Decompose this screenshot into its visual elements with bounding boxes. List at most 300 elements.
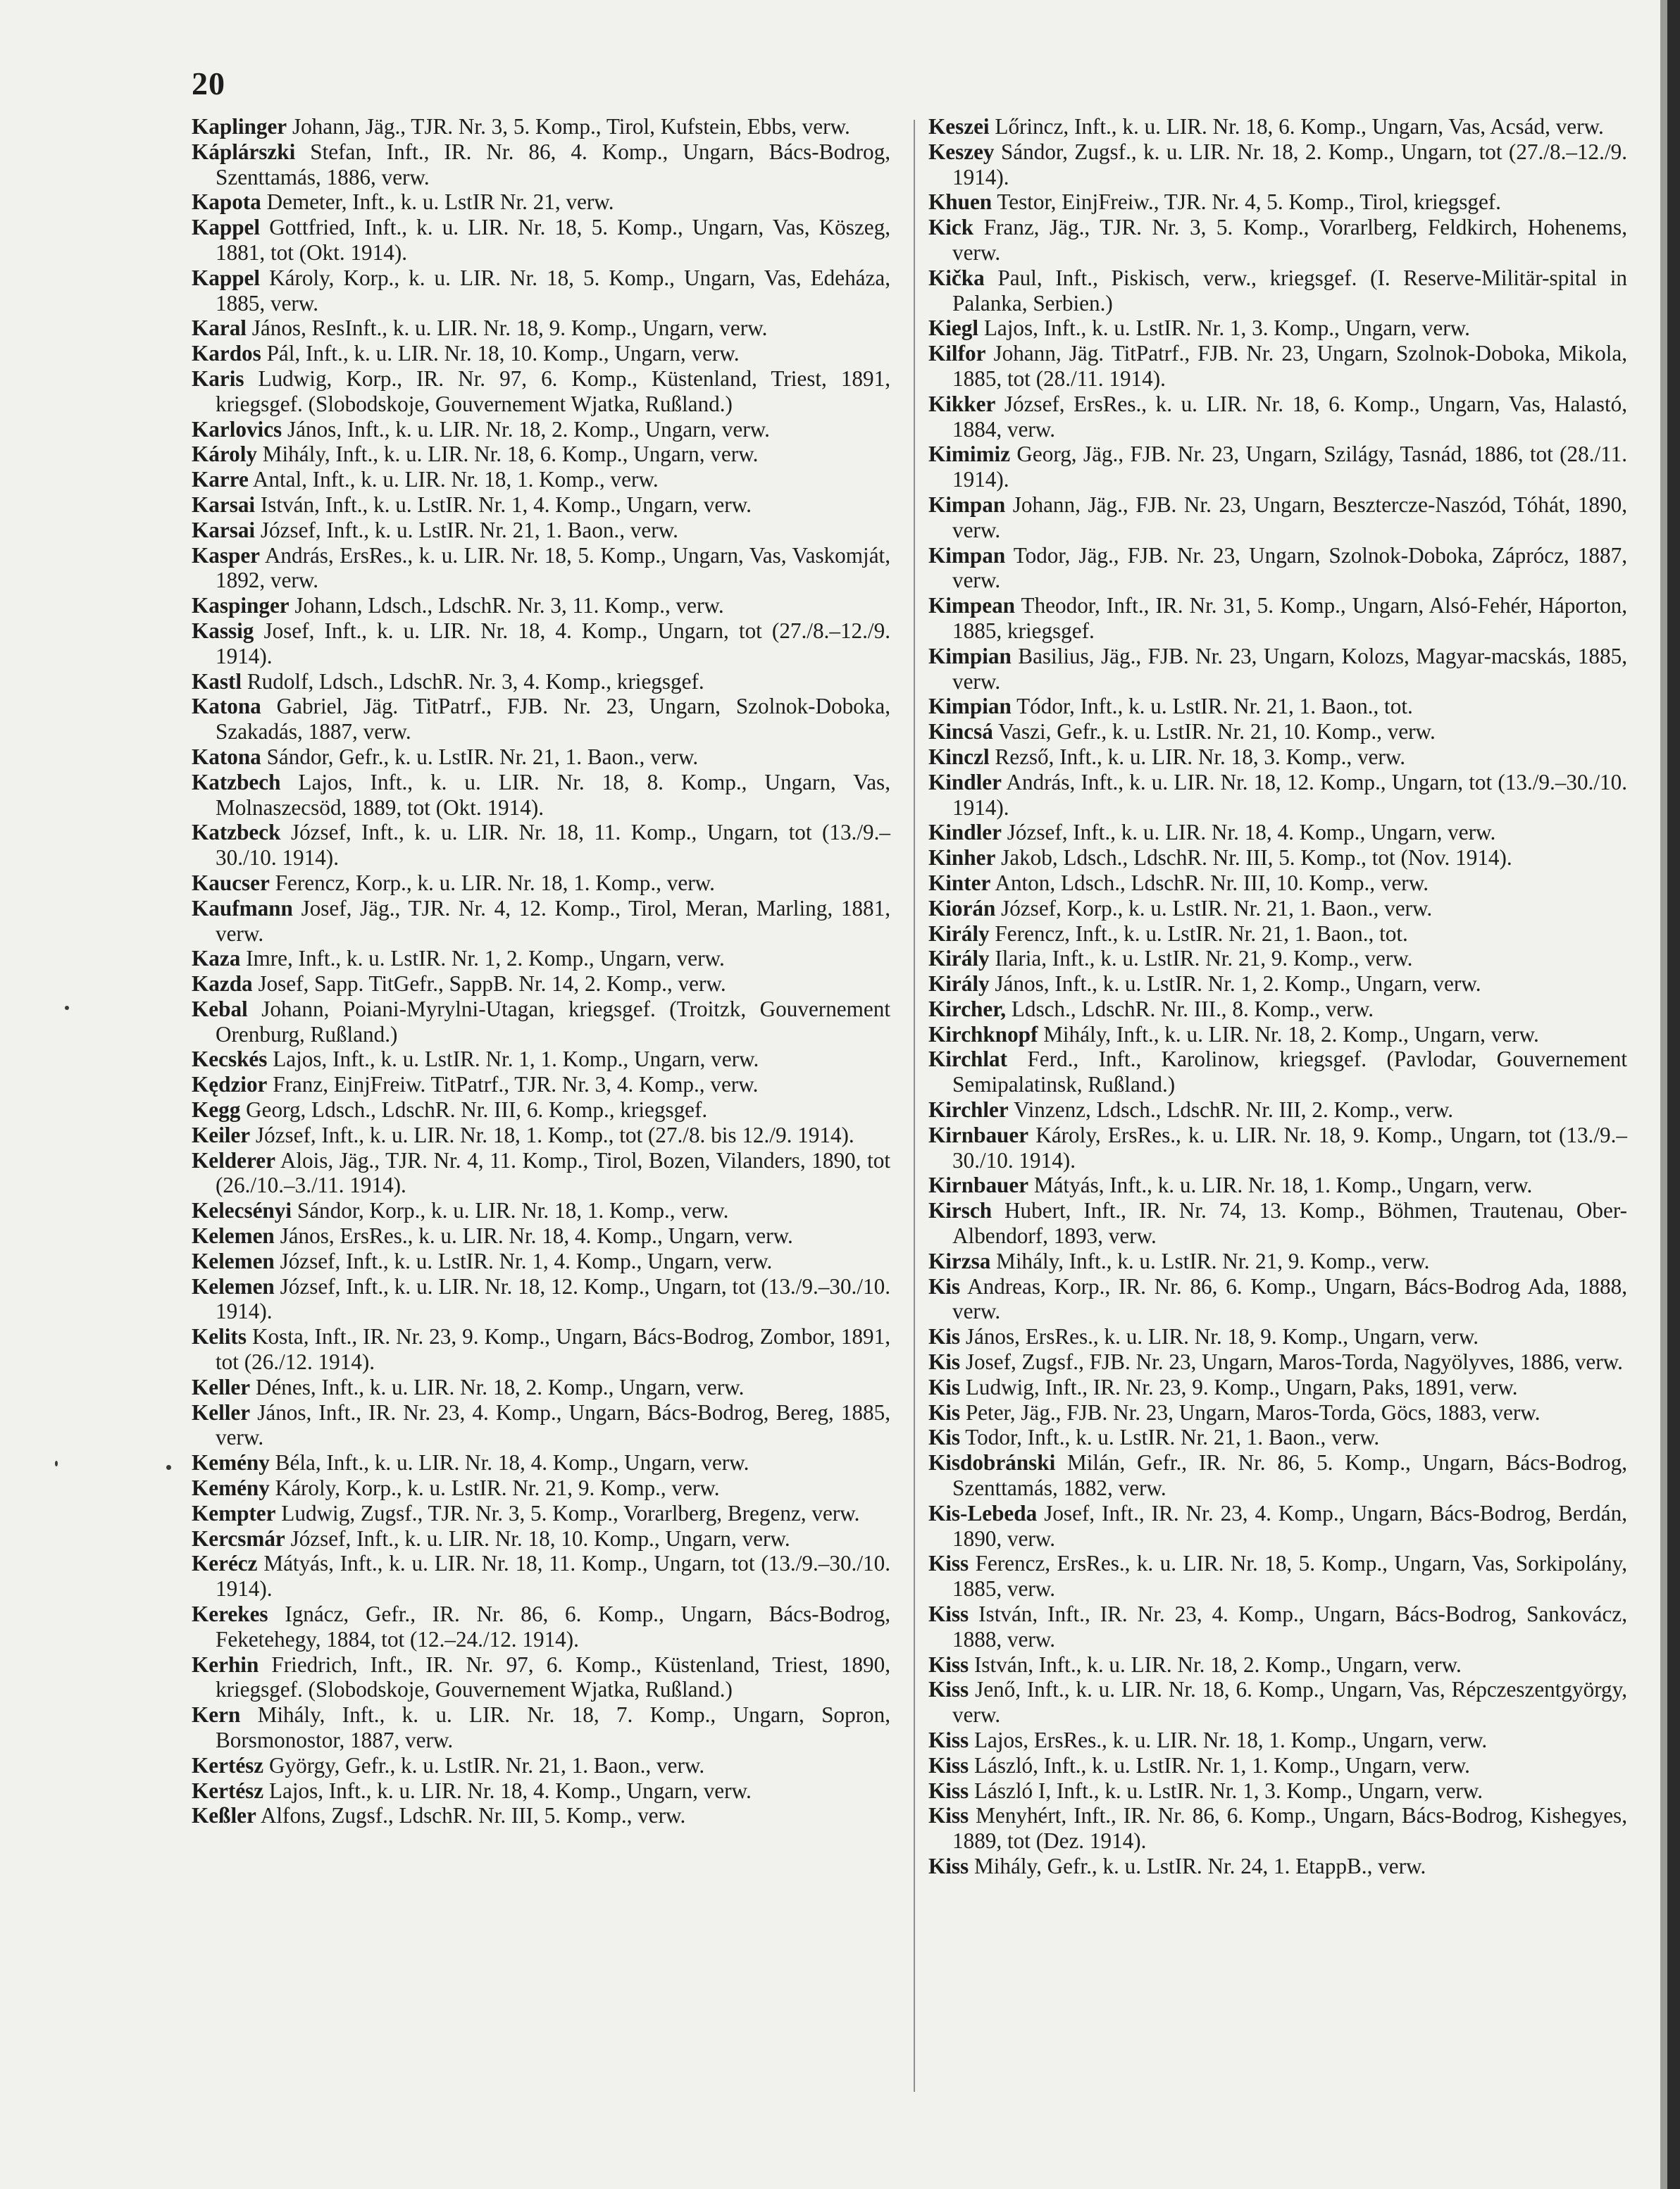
register-entry bbox=[928, 543, 1627, 594]
entry-surname: Kaucser bbox=[192, 870, 270, 895]
register-entry bbox=[928, 1022, 1627, 1047]
entry-surname: Karre bbox=[192, 467, 249, 492]
entry-surname: Katona bbox=[192, 694, 261, 719]
entry-details: Johann, Jäg., TJR. Nr. 3, 5. Komp., Tirol, Kufstein, Ebbs, verw. bbox=[287, 114, 850, 139]
entry-surname: Kisdobránski bbox=[928, 1450, 1056, 1476]
register-entry bbox=[192, 1123, 890, 1148]
register-entry bbox=[928, 997, 1627, 1022]
entry-surname: Kastl bbox=[192, 668, 242, 694]
entry-surname: Kirzsa bbox=[928, 1248, 991, 1273]
entry-surname: Kirnbauer bbox=[928, 1173, 1029, 1198]
register-entry bbox=[928, 1778, 1627, 1804]
scan-speck bbox=[55, 1461, 58, 1466]
entry-details: Károly, ErsRes., k. u. LIR. Nr. 18, 9. Komp., Ungarn, tot (13./9.–30./10. 1914). bbox=[952, 1122, 1627, 1173]
entry-surname: Kelderer bbox=[192, 1147, 275, 1173]
entry-details: József, Inft., k. u. LstIR. Nr. 21, 1. Baon., verw. bbox=[255, 517, 678, 542]
entry-details: László I, Inft., k. u. LstIR. Nr. 1, 3. Komp., Ungarn, verw. bbox=[969, 1778, 1483, 1803]
entry-surname: Kiss bbox=[928, 1728, 969, 1752]
entry-surname: Karal bbox=[192, 316, 247, 341]
register-entry bbox=[192, 1097, 890, 1123]
right-column bbox=[928, 114, 1627, 1879]
entry-details: József, ErsRes., k. u. LIR. Nr. 18, 6. Komp., Ungarn, Vas, Halastó, 1884, verw. bbox=[952, 391, 1627, 442]
register-entry bbox=[928, 744, 1627, 770]
register-entry bbox=[928, 1375, 1627, 1400]
register-entry bbox=[192, 593, 890, 618]
register-entry bbox=[192, 1652, 890, 1703]
entry-surname: Kiegl bbox=[928, 316, 979, 341]
entry-surname: Kelemen bbox=[192, 1223, 275, 1249]
entry-surname: Karsai bbox=[192, 492, 256, 517]
entry-details: Antal, Inft., k. u. LIR. Nr. 18, 1. Komp., verw. bbox=[248, 467, 659, 492]
entry-details: János, Inft., k. u. LstIR. Nr. 1, 2. Komp., Ungarn, verw. bbox=[989, 971, 1481, 997]
register-entry bbox=[192, 1249, 890, 1274]
entry-details: András, Inft., k. u. LIR. Nr. 18, 12. Komp., Ungarn, tot (13./9.–30./10. 1914). bbox=[952, 769, 1627, 820]
register-entry bbox=[928, 442, 1627, 492]
register-entry bbox=[928, 644, 1627, 694]
entry-surname: Keller bbox=[192, 1374, 251, 1399]
entry-surname: Kinher bbox=[928, 845, 996, 871]
entry-surname: Kimpian bbox=[928, 694, 1012, 719]
register-entry bbox=[192, 1501, 890, 1526]
entry-surname: Khuen bbox=[928, 189, 993, 215]
entry-details: Hubert, Inft., IR. Nr. 74, 13. Komp., Böhmen, Trautenau, Ober-Albendorf, 1893, verw. bbox=[952, 1198, 1627, 1249]
entry-surname: Kemény bbox=[192, 1450, 270, 1476]
entry-surname: Király bbox=[928, 921, 990, 946]
left-column bbox=[192, 114, 890, 1828]
register-entry bbox=[192, 215, 890, 266]
entry-surname: Kelecsényi bbox=[192, 1198, 292, 1223]
register-entry bbox=[928, 694, 1627, 719]
register-entry bbox=[192, 1602, 890, 1652]
entry-surname: Kis bbox=[928, 1399, 961, 1425]
entry-surname: Kelits bbox=[192, 1324, 247, 1349]
register-entry bbox=[928, 215, 1627, 266]
entry-surname: Kappel bbox=[192, 265, 261, 290]
entry-details: Ldsch., LdschR. Nr. III., 8. Komp., verw. bbox=[1006, 996, 1374, 1021]
register-entry bbox=[192, 1375, 890, 1400]
register-entry bbox=[928, 266, 1627, 316]
entry-details: Vaszi, Gefr., k. u. LstIR. Nr. 21, 10. Komp., verw. bbox=[993, 719, 1436, 744]
entry-details: Tódor, Inft., k. u. LstIR. Nr. 21, 1. Baon., tot. bbox=[1011, 694, 1413, 719]
entry-surname: Kimpian bbox=[928, 643, 1012, 668]
entry-details: Jenő, Inft., k. u. LIR. Nr. 18, 6. Komp., Ungarn, Vas, Répczeszentgyörgy, verw. bbox=[952, 1677, 1627, 1728]
entry-surname: Keiler bbox=[192, 1122, 251, 1147]
entry-surname: Kapota bbox=[192, 189, 261, 215]
entry-details: Johann, Ldsch., LdschR. Nr. 3, 11. Komp., verw. bbox=[289, 593, 724, 618]
entry-details: Alois, Jäg., TJR. Nr. 4, 11. Komp., Tirol, Bozen, Vilanders, 1890, tot (26./10.–3./11. 1914). bbox=[216, 1147, 890, 1198]
register-entry bbox=[192, 1274, 890, 1325]
register-entry bbox=[192, 896, 890, 947]
entry-details: László, Inft., k. u. LstIR. Nr. 1, 1. Komp., Ungarn, verw. bbox=[969, 1752, 1470, 1778]
entry-surname: Kempter bbox=[192, 1500, 276, 1526]
register-entry bbox=[928, 139, 1627, 190]
scan-edge-shadow bbox=[1660, 0, 1667, 2189]
entry-surname: Kimpan bbox=[928, 492, 1006, 517]
entry-details: Demeter, Inft., k. u. LstIR Nr. 21, verw. bbox=[261, 189, 614, 215]
entry-details: József, Inft., k. u. LIR. Nr. 18, 11. Komp., Ungarn, tot (13./9.–30./10. 1914). bbox=[216, 820, 890, 871]
entry-details: Ignácz, Gefr., IR. Nr. 86, 6. Komp., Ungarn, Bács-Bodrog, Feketehegy, 1884, tot (12.–24./12. 1914). bbox=[216, 1602, 890, 1652]
entry-surname: Kemény bbox=[192, 1476, 270, 1501]
entry-details: János, ErsRes., k. u. LIR. Nr. 18, 9. Komp., Ungarn, verw. bbox=[960, 1324, 1479, 1349]
entry-surname: Kassig bbox=[192, 618, 254, 643]
entry-details: Béla, Inft., k. u. LIR. Nr. 18, 4. Komp., Ungarn, verw. bbox=[269, 1450, 749, 1476]
register-entry bbox=[928, 1173, 1627, 1198]
entry-surname: Kirchlat bbox=[928, 1047, 1008, 1072]
register-entry bbox=[192, 1324, 890, 1375]
entry-surname: Kebal bbox=[192, 996, 248, 1021]
entry-surname: Kercsmár bbox=[192, 1526, 285, 1551]
register-entry bbox=[192, 997, 890, 1047]
entry-surname: Keszey bbox=[928, 139, 995, 164]
register-entry bbox=[192, 1803, 890, 1828]
entry-surname: Kiss bbox=[928, 1853, 969, 1878]
register-entry bbox=[192, 820, 890, 871]
register-entry bbox=[192, 618, 890, 669]
register-entry bbox=[192, 467, 890, 492]
entry-details: Alfons, Zugsf., LdschR. Nr. III, 5. Komp., verw. bbox=[256, 1803, 686, 1828]
entry-surname: Kędzior bbox=[192, 1072, 268, 1097]
entry-surname: Kis bbox=[928, 1374, 961, 1399]
entry-details: Mihály, Inft., k. u. LIR. Nr. 18, 2. Komp., Ungarn, verw. bbox=[1038, 1021, 1539, 1047]
entry-details: Ferd., Inft., Karolinow, kriegsgef. (Pavlodar, Gouvernement Semipalatinsk, Rußland.) bbox=[952, 1047, 1627, 1097]
entry-surname: Kimimiz bbox=[928, 442, 1011, 467]
entry-details: Jakob, Ldsch., LdschR. Nr. III, 5. Komp., tot (Nov. 1914). bbox=[995, 845, 1512, 871]
register-entry bbox=[192, 417, 890, 442]
entry-details: János, Inft., k. u. LIR. Nr. 18, 2. Komp., Ungarn, verw. bbox=[282, 416, 770, 442]
entry-surname: Kertész bbox=[192, 1778, 264, 1803]
entry-details: Todor, Jäg., FJB. Nr. 23, Ungarn, Szolnok-Doboka, Záprócz, 1887, verw. bbox=[952, 542, 1627, 593]
entry-surname: Kiss bbox=[928, 1551, 969, 1576]
entry-details: Todor, Inft., k. u. LstIR. Nr. 21, 1. Baon., verw. bbox=[960, 1425, 1380, 1450]
entry-surname: Kiorán bbox=[928, 895, 996, 921]
register-entry bbox=[928, 1097, 1627, 1123]
register-entry bbox=[928, 1602, 1627, 1652]
register-entry bbox=[192, 744, 890, 770]
entry-surname: Kircher, bbox=[928, 996, 1007, 1021]
entry-surname: Kappel bbox=[192, 215, 261, 240]
register-entry bbox=[928, 946, 1627, 971]
register-entry bbox=[928, 1753, 1627, 1778]
register-entry bbox=[192, 694, 890, 744]
entry-details: Josef, Inft., k. u. LIR. Nr. 18, 4. Komp., Ungarn, tot (27./8.–12./9. 1914). bbox=[216, 618, 890, 668]
entry-details: Milán, Gefr., IR. Nr. 86, 5. Komp., Ungarn, Bács-Bodrog, Szenttamás, 1882, verw. bbox=[952, 1450, 1627, 1501]
entry-details: János, ErsRes., k. u. LIR. Nr. 18, 4. Komp., Ungarn, verw. bbox=[274, 1223, 793, 1249]
entry-details: Josef, Zugsf., FJB. Nr. 23, Ungarn, Maros-Torda, Nagyölyves, 1886, verw. bbox=[960, 1349, 1623, 1375]
register-entry bbox=[928, 770, 1627, 821]
entry-details: Ilaria, Inft., k. u. LstIR. Nr. 21, 9. Komp., verw. bbox=[989, 946, 1413, 971]
register-entry bbox=[192, 316, 890, 341]
entry-details: Johann, Jäg., FJB. Nr. 23, Ungarn, Besztercze-Naszód, Tóhát, 1890, verw. bbox=[952, 492, 1627, 542]
register-entry bbox=[928, 1551, 1627, 1602]
entry-details: Lajos, Inft., k. u. LstIR. Nr. 1, 1. Komp., Ungarn, verw. bbox=[267, 1047, 759, 1072]
entry-surname: Kincsá bbox=[928, 719, 993, 744]
entry-details: Lajos, Inft., k. u. LIR. Nr. 18, 4. Komp., Ungarn, verw. bbox=[263, 1778, 752, 1803]
register-entry bbox=[928, 971, 1627, 997]
entry-surname: Király bbox=[928, 971, 990, 997]
entry-surname: Kis bbox=[928, 1425, 961, 1450]
entry-surname: Kazda bbox=[192, 971, 253, 997]
page-number: 20 bbox=[192, 66, 225, 101]
entry-details: Mihály, Inft., k. u. LstIR. Nr. 21, 9. Komp., verw. bbox=[990, 1248, 1430, 1273]
register-entry bbox=[192, 341, 890, 366]
register-entry bbox=[192, 971, 890, 997]
entry-details: Basilius, Jäg., FJB. Nr. 23, Ungarn, Kolozs, Magyar-macskás, 1885, verw. bbox=[952, 643, 1627, 694]
entry-surname: Kirnbauer bbox=[928, 1122, 1029, 1147]
register-entry bbox=[928, 1652, 1627, 1678]
entry-details: István, Inft., IR. Nr. 23, 4. Komp., Ungarn, Bács-Bodrog, Sankovácz, 1888, verw. bbox=[952, 1602, 1627, 1652]
entry-details: Franz, Jäg., TJR. Nr. 3, 5. Komp., Vorarlberg, Feldkirch, Hohenems, verw. bbox=[952, 215, 1627, 265]
entry-surname: Keßler bbox=[192, 1803, 256, 1828]
register-entry bbox=[192, 442, 890, 467]
register-entry bbox=[928, 593, 1627, 644]
entry-details: Rudolf, Ldsch., LdschR. Nr. 3, 4. Komp., kriegsgef. bbox=[242, 668, 704, 694]
entry-details: Pál, Inft., k. u. LIR. Nr. 18, 10. Komp., Ungarn, verw. bbox=[261, 341, 740, 366]
entry-details: Friedrich, Inft., IR. Nr. 97, 6. Komp., Küstenland, Triest, 1890, kriegsgef. (Slobodskoje, Gouvernement Wjatka, Rußland.) bbox=[216, 1652, 890, 1702]
entry-details: András, ErsRes., k. u. LIR. Nr. 18, 5. Komp., Ungarn, Vas, Vaskomját, 1892, verw. bbox=[216, 542, 890, 593]
entry-surname: Kiss bbox=[928, 1677, 969, 1702]
register-entry bbox=[192, 1047, 890, 1072]
entry-details: Sándor, Gefr., k. u. LstIR. Nr. 21, 1. Baon., verw. bbox=[261, 744, 699, 769]
register-entry bbox=[928, 896, 1627, 921]
entry-surname: Kis bbox=[928, 1349, 961, 1375]
entry-surname: Kaspinger bbox=[192, 593, 290, 618]
entry-surname: Kiss bbox=[928, 1652, 969, 1677]
register-entry bbox=[928, 1198, 1627, 1249]
entry-surname: Kerhin bbox=[192, 1652, 259, 1677]
entry-details: Gabriel, Jäg. TitPatrf., FJB. Nr. 23, Ungarn, Szolnok-Doboka, Szakadás, 1887, verw. bbox=[216, 694, 890, 744]
entry-details: Johann, Poiani-Myrylni-Utagan, kriegsgef. (Troitzk, Gouvernement Orenburg, Rußland.) bbox=[216, 996, 890, 1047]
register-entry bbox=[192, 1198, 890, 1223]
register-entry bbox=[928, 1349, 1627, 1375]
register-entry bbox=[192, 1148, 890, 1199]
entry-details: Lajos, Inft., k. u. LstIR. Nr. 1, 3. Komp., Ungarn, verw. bbox=[978, 316, 1470, 341]
entry-surname: Kelemen bbox=[192, 1248, 275, 1273]
entry-details: Johann, Jäg. TitPatrf., FJB. Nr. 23, Ungarn, Szolnok-Doboka, Mikola, 1885, tot (28./11. 1914). bbox=[952, 341, 1627, 391]
entry-details: József, Inft., k. u. LIR. Nr. 18, 12. Komp., Ungarn, tot (13./9.–30./10. 1914). bbox=[216, 1273, 890, 1324]
entry-details: Ferencz, ErsRes., k. u. LIR. Nr. 18, 5. Komp., Ungarn, Vas, Sorkipolány, 1885, verw. bbox=[952, 1551, 1627, 1602]
entry-surname: Kirchler bbox=[928, 1097, 1009, 1123]
entry-details: Mihály, Gefr., k. u. LstIR. Nr. 24, 1. EtappB., verw. bbox=[969, 1853, 1426, 1878]
register-entry bbox=[928, 1249, 1627, 1274]
register-entry bbox=[928, 1047, 1627, 1097]
register-entry bbox=[928, 1324, 1627, 1349]
entry-surname: Kis bbox=[928, 1273, 961, 1299]
entry-surname: Kaplinger bbox=[192, 114, 287, 139]
entry-surname: Kaufmann bbox=[192, 895, 293, 921]
entry-details: György, Gefr., k. u. LstIR. Nr. 21, 1. Baon., verw. bbox=[263, 1752, 705, 1778]
entry-details: Mátyás, Inft., k. u. LIR. Nr. 18, 1. Komp., Ungarn, verw. bbox=[1028, 1173, 1533, 1198]
entry-surname: Kinczl bbox=[928, 744, 990, 769]
entry-details: Lőrincz, Inft., k. u. LIR. Nr. 18, 6. Komp., Ungarn, Vas, Acsád, verw. bbox=[989, 114, 1604, 139]
register-entry bbox=[192, 366, 890, 417]
entry-surname: Káplárszki bbox=[192, 139, 296, 164]
entry-surname: Kindler bbox=[928, 769, 1002, 794]
entry-details: Ludwig, Korp., IR. Nr. 97, 6. Komp., Küstenland, Triest, 1891, kriegsgef. (Slobodskoje, Gouvernement Wjatka, Rußland.) bbox=[216, 366, 890, 416]
register-entry bbox=[192, 770, 890, 821]
register-entry bbox=[192, 1526, 890, 1552]
entry-details: József, Inft., k. u. LstIR. Nr. 1, 4. Komp., Ungarn, verw. bbox=[274, 1248, 773, 1273]
entry-surname: Kirchknopf bbox=[928, 1021, 1038, 1047]
entry-surname: Kertész bbox=[192, 1752, 264, 1778]
entry-details: Károly, Korp., k. u. LstIR. Nr. 21, 9. Komp., verw. bbox=[269, 1476, 720, 1501]
entry-surname: Kikker bbox=[928, 391, 996, 416]
entry-surname: Kick bbox=[928, 215, 974, 240]
entry-surname: Kardos bbox=[192, 341, 261, 366]
register-entry bbox=[928, 316, 1627, 341]
register-entry bbox=[192, 1753, 890, 1778]
register-entry bbox=[928, 1803, 1627, 1854]
register-entry bbox=[192, 189, 890, 215]
entry-details: Andreas, Korp., IR. Nr. 86, 6. Komp., Ungarn, Bács-Bodrog Ada, 1888, verw. bbox=[952, 1273, 1627, 1324]
register-entry bbox=[928, 392, 1627, 442]
entry-surname: Kindler bbox=[928, 820, 1002, 845]
entry-details: József, Korp., k. u. LstIR. Nr. 21, 1. Baon., verw. bbox=[995, 895, 1433, 921]
entry-surname: Katzbeck bbox=[192, 820, 281, 845]
entry-surname: Katzbech bbox=[192, 769, 281, 794]
register-entry bbox=[928, 114, 1627, 139]
entry-details: Peter, Jäg., FJB. Nr. 23, Ungarn, Maros-Torda, Göcs, 1883, verw. bbox=[960, 1399, 1541, 1425]
entry-details: Georg, Ldsch., LdschR. Nr. III, 6. Komp., kriegsgef. bbox=[240, 1097, 708, 1123]
register-entry bbox=[192, 871, 890, 896]
entry-details: János, ResInft., k. u. LIR. Nr. 18, 9. Komp., Ungarn, verw. bbox=[246, 316, 768, 341]
register-entry bbox=[192, 543, 890, 594]
register-entry bbox=[192, 1223, 890, 1249]
entry-details: Gottfried, Inft., k. u. LIR. Nr. 18, 5. Komp., Ungarn, Vas, Köszeg, 1881, tot (Okt. 1914). bbox=[216, 215, 890, 265]
entry-details: Franz, EinjFreiw. TitPatrf., TJR. Nr. 3, 4. Komp., verw. bbox=[267, 1072, 759, 1097]
entry-details: Lajos, ErsRes., k. u. LIR. Nr. 18, 1. Komp., Ungarn, verw. bbox=[969, 1728, 1488, 1752]
entry-details: Ludwig, Inft., IR. Nr. 23, 9. Komp., Ungarn, Paks, 1891, verw. bbox=[960, 1374, 1518, 1399]
entry-surname: Kelemen bbox=[192, 1273, 275, 1299]
entry-details: Josef, Inft., IR. Nr. 23, 4. Komp., Ungarn, Bács-Bodrog, Berdán, 1890, verw. bbox=[952, 1500, 1627, 1551]
entry-details: Anton, Ldsch., LdschR. Nr. III, 10. Komp., verw. bbox=[990, 870, 1429, 895]
register-entry bbox=[928, 1677, 1627, 1728]
entry-surname: Kiss bbox=[928, 1752, 969, 1778]
entry-details: Imre, Inft., k. u. LstIR. Nr. 1, 2. Komp., Ungarn, verw. bbox=[240, 946, 725, 971]
entry-details: József, Inft., k. u. LIR. Nr. 18, 4. Komp., Ungarn, verw. bbox=[1001, 820, 1496, 845]
entry-surname: Kegg bbox=[192, 1097, 241, 1123]
entry-details: János, Inft., IR. Nr. 23, 4. Komp., Ungarn, Bács-Bodrog, Bereg, 1885, verw. bbox=[216, 1399, 890, 1450]
register-entry bbox=[928, 1728, 1627, 1753]
register-entry bbox=[192, 1072, 890, 1097]
entry-surname: Kinter bbox=[928, 870, 991, 895]
entry-surname: Kiss bbox=[928, 1778, 969, 1803]
register-entry bbox=[928, 1123, 1627, 1173]
entry-surname: Kerécz bbox=[192, 1551, 258, 1576]
entry-surname: Karsai bbox=[192, 517, 256, 542]
entry-details: Károly, Korp., k. u. LIR. Nr. 18, 5. Komp., Ungarn, Vas, Edeháza, 1885, verw. bbox=[216, 265, 890, 316]
entry-surname: Kirsch bbox=[928, 1198, 993, 1223]
entry-surname: Kiss bbox=[928, 1602, 969, 1627]
entry-details: Sándor, Korp., k. u. LIR. Nr. 18, 1. Komp., verw. bbox=[292, 1198, 729, 1223]
entry-surname: Karlovics bbox=[192, 416, 282, 442]
entry-details: Theodor, Inft., IR. Nr. 31, 5. Komp., Ungarn, Alsó-Fehér, Háporton, 1885, kriegsgef. bbox=[952, 593, 1627, 643]
register-entry bbox=[928, 719, 1627, 744]
entry-details: Sándor, Zugsf., k. u. LIR. Nr. 18, 2. Komp., Ungarn, tot (27./8.–12./9. 1914). bbox=[952, 139, 1627, 189]
entry-surname: Karis bbox=[192, 366, 244, 391]
entry-surname: Kern bbox=[192, 1702, 241, 1728]
register-entry bbox=[192, 1702, 890, 1753]
register-entry bbox=[928, 1425, 1627, 1450]
entry-surname: Katona bbox=[192, 744, 261, 769]
register-entry bbox=[192, 518, 890, 543]
entry-details: Ludwig, Zugsf., TJR. Nr. 3, 5. Komp., Vorarlberg, Bregenz, verw. bbox=[275, 1500, 860, 1526]
entry-details: Mihály, Inft., k. u. LIR. Nr. 18, 7. Komp., Ungarn, Sopron, Borsmonostor, 1887, verw. bbox=[216, 1702, 890, 1752]
entry-surname: Károly bbox=[192, 442, 257, 467]
entry-details: Lajos, Inft., k. u. LIR. Nr. 18, 8. Komp., Ungarn, Vas, Molnaszecsöd, 1889, tot (Okt. 1914). bbox=[216, 769, 890, 820]
register-entry bbox=[928, 492, 1627, 543]
entry-details: Testor, EinjFreiw., TJR. Nr. 4, 5. Komp., Tirol, kriegsgef. bbox=[992, 189, 1501, 215]
scan-speck bbox=[166, 1465, 171, 1470]
entry-surname: Kilfor bbox=[928, 341, 986, 366]
register-entry bbox=[928, 1854, 1627, 1879]
entry-details: István, Inft., k. u. LstIR. Nr. 1, 4. Komp., Ungarn, verw. bbox=[255, 492, 752, 517]
entry-surname: Kimpean bbox=[928, 593, 1016, 618]
register-entry bbox=[928, 845, 1627, 871]
register-entry bbox=[192, 1450, 890, 1476]
entry-details: József, Inft., k. u. LIR. Nr. 18, 10. Komp., Ungarn, verw. bbox=[285, 1526, 790, 1551]
entry-details: Paul, Inft., Piskisch, verw., kriegsgef. (I. Reserve-Militär-spital in Palanka, Serbien.) bbox=[952, 265, 1627, 316]
entry-details: Stefan, Inft., IR. Nr. 86, 4. Komp., Ungarn, Bács-Bodrog, Szenttamás, 1886, verw. bbox=[216, 139, 890, 189]
entry-surname: Keszei bbox=[928, 114, 990, 139]
entry-details: Georg, Jäg., FJB. Nr. 23, Ungarn, Szilágy, Tasnád, 1886, tot (28./11. 1914). bbox=[952, 442, 1627, 492]
entry-surname: Király bbox=[928, 946, 990, 971]
register-entry bbox=[192, 1400, 890, 1451]
scan-speck bbox=[65, 1006, 69, 1010]
entry-details: József, Inft., k. u. LIR. Nr. 18, 1. Komp., tot (27./8. bis 12./9. 1914). bbox=[250, 1122, 854, 1147]
register-entry bbox=[192, 114, 890, 139]
register-entry bbox=[192, 1476, 890, 1501]
entry-details: Mátyás, Inft., k. u. LIR. Nr. 18, 11. Komp., Ungarn, tot (13./9.–30./10. 1914). bbox=[216, 1551, 890, 1602]
entry-details: Vinzenz, Ldsch., LdschR. Nr. III, 2. Komp., verw. bbox=[1008, 1097, 1454, 1123]
entry-surname: Keller bbox=[192, 1399, 251, 1425]
entry-details: Ferencz, Korp., k. u. LIR. Nr. 18, 1. Komp., verw. bbox=[269, 870, 715, 895]
entry-surname: Kiss bbox=[928, 1803, 969, 1828]
register-entry bbox=[928, 189, 1627, 215]
entry-surname: Kis bbox=[928, 1324, 961, 1349]
register-entry bbox=[928, 1400, 1627, 1426]
register-entry bbox=[192, 266, 890, 316]
entry-surname: Kerekes bbox=[192, 1602, 268, 1627]
entry-surname: Kička bbox=[928, 265, 985, 290]
entry-details: Dénes, Inft., k. u. LIR. Nr. 18, 2. Komp., Ungarn, verw. bbox=[250, 1374, 745, 1399]
register-entry bbox=[928, 921, 1627, 947]
register-entry bbox=[192, 1778, 890, 1804]
entry-surname: Kaza bbox=[192, 946, 241, 971]
register-entry bbox=[928, 341, 1627, 392]
entry-details: Mihály, Inft., k. u. LIR. Nr. 18, 6. Komp., Ungarn, verw. bbox=[256, 442, 759, 467]
entry-surname: Kis-Lebeda bbox=[928, 1500, 1038, 1526]
scan-edge bbox=[1667, 0, 1680, 2189]
entry-surname: Kimpan bbox=[928, 542, 1006, 568]
entry-surname: Kasper bbox=[192, 542, 261, 568]
register-entry bbox=[192, 492, 890, 518]
register-entry bbox=[192, 139, 890, 190]
register-entry bbox=[928, 1274, 1627, 1325]
entry-surname: Kecskés bbox=[192, 1047, 268, 1072]
entry-details: István, Inft., k. u. LIR. Nr. 18, 2. Komp., Ungarn, verw. bbox=[969, 1652, 1462, 1677]
register-entry bbox=[192, 946, 890, 971]
entry-details: Josef, Sapp. TitGefr., SappB. Nr. 14, 2. Komp., verw. bbox=[252, 971, 726, 997]
register-entry bbox=[928, 871, 1627, 896]
column-divider bbox=[914, 120, 915, 2092]
entry-details: Josef, Jäg., TJR. Nr. 4, 12. Komp., Tirol, Meran, Marling, 1881, verw. bbox=[216, 895, 890, 946]
entry-details: Kosta, Inft., IR. Nr. 23, 9. Komp., Ungarn, Bács-Bodrog, Zombor, 1891, tot (26./12. 1914). bbox=[216, 1324, 890, 1375]
register-entry bbox=[928, 820, 1627, 845]
entry-details: Menyhért, Inft., IR. Nr. 86, 6. Komp., Ungarn, Bács-Bodrog, Kishegyes, 1889, tot (Dez. 1914). bbox=[952, 1803, 1627, 1854]
register-entry bbox=[928, 1501, 1627, 1552]
register-entry bbox=[928, 1450, 1627, 1501]
entry-details: Ferencz, Inft., k. u. LstIR. Nr. 21, 1. Baon., tot. bbox=[989, 921, 1408, 946]
